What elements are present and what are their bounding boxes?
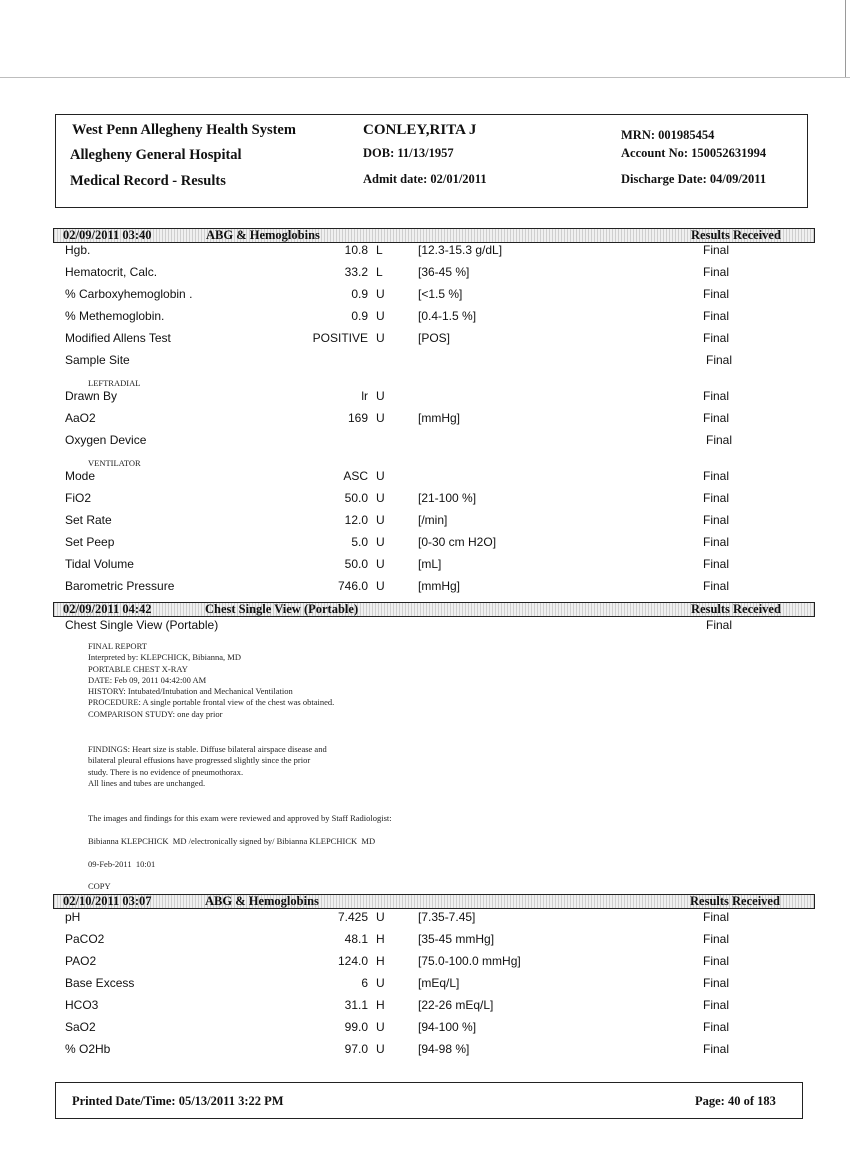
result-value: POSITIVE <box>312 331 368 345</box>
result-value: 99.0 <box>344 1020 368 1034</box>
result-flag: L <box>376 243 383 257</box>
section-status: Results Received <box>691 228 781 242</box>
test-name: % Methemoglobin. <box>65 309 165 323</box>
admit-date: Admit date: 02/01/2011 <box>363 172 487 186</box>
section-datetime: 02/09/2011 03:40 <box>63 228 152 242</box>
result-status: Final <box>703 469 730 483</box>
scan-edge-line <box>0 77 850 78</box>
result-status: Final <box>703 579 730 593</box>
result-value: 5.0 <box>351 535 368 549</box>
patient-dob: DOB: 11/13/1957 <box>363 146 454 160</box>
result-flag: U <box>376 469 385 483</box>
reference-range: [94-100 %] <box>418 1020 477 1034</box>
result-status: Final <box>703 287 730 301</box>
table-row <box>0 352 850 368</box>
result-value: 50.0 <box>344 557 368 571</box>
test-name: % Carboxyhemoglobin . <box>65 287 193 301</box>
reference-range: [POS] <box>418 331 451 345</box>
result-flag: U <box>376 1042 385 1056</box>
patient-name: CONLEY,RITA J <box>363 122 477 138</box>
result-value: 33.2 <box>344 265 368 279</box>
table-row <box>0 556 850 572</box>
report-signature: Bibianna KLEPCHICK MD /electronically signed by/ Bibianna KLEPCHICK MD <box>88 836 376 846</box>
result-flag: U <box>376 1020 385 1034</box>
reference-range: [94-98 %] <box>418 1042 470 1056</box>
reference-range: [0.4-1.5 %] <box>418 309 477 323</box>
report-signed-date: 09-Feb-2011 10:01 <box>88 859 156 869</box>
result-status: Final <box>703 243 730 257</box>
result-status: Final <box>703 309 730 323</box>
test-name: Base Excess <box>65 976 135 990</box>
test-name: Tidal Volume <box>65 557 134 571</box>
result-flag: U <box>376 535 385 549</box>
test-name: Barometric Pressure <box>65 579 175 593</box>
section-datetime: 02/10/2011 03:07 <box>63 894 152 908</box>
result-value: 97.0 <box>344 1042 368 1056</box>
result-status: Final <box>703 513 730 527</box>
result-status: Final <box>703 557 730 571</box>
test-name: HCO3 <box>65 998 99 1012</box>
result-value: 6 <box>361 976 368 990</box>
result-flag: U <box>376 389 385 403</box>
reference-range: [0-30 cm H2O] <box>418 535 497 549</box>
reference-range: [mEq/L] <box>418 976 460 990</box>
result-status: Final <box>706 618 733 632</box>
result-value: 7.425 <box>337 910 368 924</box>
result-value: 746.0 <box>337 579 368 593</box>
section-title: ABG & Hemoglobins <box>205 894 319 908</box>
test-name: Set Rate <box>65 513 112 527</box>
test-name: PAO2 <box>65 954 97 968</box>
result-value: 0.9 <box>351 287 368 301</box>
test-name: FiO2 <box>65 491 92 505</box>
table-row <box>0 975 850 991</box>
test-name: SaO2 <box>65 1020 96 1034</box>
report-copy-label: COPY <box>88 881 111 891</box>
test-name: Set Peep <box>65 535 115 549</box>
section-header-chest <box>53 602 815 617</box>
test-name: Sample Site <box>65 353 130 367</box>
table-row <box>0 534 850 550</box>
org-name: West Penn Allegheny Health System <box>72 122 296 138</box>
result-flag: H <box>376 954 385 968</box>
test-name: Modified Allens Test <box>65 331 171 345</box>
table-row <box>0 997 850 1013</box>
table-row <box>0 410 850 426</box>
result-value: ASC <box>343 469 368 483</box>
result-status: Final <box>703 998 730 1012</box>
header-box <box>55 114 808 208</box>
result-status: Final <box>703 265 730 279</box>
sample-site-note: LEFTRADIAL <box>88 378 141 388</box>
test-name: AaO2 <box>65 411 96 425</box>
scan-edge-mark <box>845 0 846 77</box>
table-row <box>0 1019 850 1035</box>
section-title: ABG & Hemoglobins <box>206 228 320 242</box>
reference-range: [mmHg] <box>418 579 460 593</box>
table-row <box>0 468 850 484</box>
section-status: Results Received <box>690 894 780 908</box>
reference-range: [<1.5 %] <box>418 287 463 301</box>
reference-range: [12.3-15.3 g/dL] <box>418 243 503 257</box>
mrn: MRN: 001985454 <box>621 128 715 142</box>
table-row <box>0 931 850 947</box>
report-header-block: FINAL REPORT Interpreted by: KLEPCHICK, Bibianna, MD PORTABLE CHEST X-RAY DATE: Feb 09, 2011 04:42:00 AM HISTORY: Intubated/Intubation and Mechanical Ventilation PROCEDURE: A single portable frontal view of the chest was obtained. COMPARISON STUDY: one day prior <box>88 641 335 719</box>
section-header-abg-2 <box>53 894 815 909</box>
table-row <box>0 1041 850 1057</box>
footer-box <box>55 1082 803 1119</box>
section-status: Results Received <box>691 602 781 616</box>
result-value: 50.0 <box>344 491 368 505</box>
result-flag: H <box>376 998 385 1012</box>
result-status: Final <box>706 353 733 367</box>
test-name: Hgb. <box>65 243 91 257</box>
result-status: Final <box>703 389 730 403</box>
result-flag: U <box>376 331 385 345</box>
report-findings: FINDINGS: Heart size is stable. Diffuse bilateral airspace disease and bilateral pleural effusions have progressed slightly since the prior study. There is no evidence of pneumothorax. All lines and tubes are unchanged. <box>88 744 327 788</box>
result-value: 48.1 <box>344 932 368 946</box>
result-status: Final <box>703 1020 730 1034</box>
table-row <box>0 264 850 280</box>
result-flag: U <box>376 411 385 425</box>
table-row <box>0 286 850 302</box>
result-status: Final <box>703 910 730 924</box>
reference-range: [35-45 mmHg] <box>418 932 495 946</box>
result-status: Final <box>703 1042 730 1056</box>
table-row <box>0 953 850 969</box>
reference-range: [/min] <box>418 513 448 527</box>
result-value: 31.1 <box>344 998 368 1012</box>
reference-range: [36-45 %] <box>418 265 470 279</box>
reference-range: [mL] <box>418 557 442 571</box>
result-status: Final <box>703 954 730 968</box>
result-status: Final <box>703 932 730 946</box>
table-row <box>0 909 850 925</box>
result-value: lr <box>361 389 368 403</box>
result-flag: L <box>376 265 383 279</box>
table-row <box>0 330 850 346</box>
page-number: Page: 40 of 183 <box>695 1094 776 1108</box>
table-row <box>0 578 850 594</box>
hospital-name: Allegheny General Hospital <box>70 147 242 163</box>
result-status: Final <box>703 976 730 990</box>
result-status: Final <box>706 433 733 447</box>
table-row <box>0 617 850 633</box>
test-name: Drawn By <box>65 389 118 403</box>
result-status: Final <box>703 331 730 345</box>
result-flag: U <box>376 910 385 924</box>
report-approval-note: The images and findings for this exam were reviewed and approved by Staff Radiologist: <box>88 813 392 823</box>
result-status: Final <box>703 411 730 425</box>
result-value: 12.0 <box>344 513 368 527</box>
result-flag: U <box>376 579 385 593</box>
reference-range: [75.0-100.0 mmHg] <box>418 954 521 968</box>
table-row <box>0 242 850 258</box>
account-number: Account No: 150052631994 <box>621 146 767 160</box>
section-datetime: 02/09/2011 04:42 <box>63 602 152 616</box>
result-flag: U <box>376 491 385 505</box>
test-name: Mode <box>65 469 96 483</box>
reference-range: [21-100 %] <box>418 491 477 505</box>
result-status: Final <box>703 535 730 549</box>
table-row <box>0 432 850 448</box>
section-title: Chest Single View (Portable) <box>205 602 359 616</box>
result-flag: U <box>376 976 385 990</box>
discharge-date: Discharge Date: 04/09/2011 <box>621 172 767 186</box>
table-row <box>0 512 850 528</box>
result-value: 10.8 <box>344 243 368 257</box>
test-name: Hematocrit, Calc. <box>65 265 158 279</box>
reference-range: [mmHg] <box>418 411 460 425</box>
test-name: % O2Hb <box>65 1042 111 1056</box>
test-name: Chest Single View (Portable) <box>65 618 219 632</box>
test-name: pH <box>65 910 81 924</box>
reference-range: [22-26 mEq/L] <box>418 998 494 1012</box>
test-name: PaCO2 <box>65 932 105 946</box>
test-name: Oxygen Device <box>65 433 147 447</box>
oxygen-device-note: VENTILATOR <box>88 458 141 468</box>
table-row <box>0 490 850 506</box>
result-value: 124.0 <box>337 954 368 968</box>
table-row <box>0 388 850 404</box>
result-value: 169 <box>347 411 368 425</box>
printed-datetime: Printed Date/Time: 05/13/2011 3:22 PM <box>72 1094 284 1108</box>
document-type: Medical Record - Results <box>70 173 226 189</box>
result-flag: U <box>376 309 385 323</box>
result-flag: H <box>376 932 385 946</box>
reference-range: [7.35-7.45] <box>418 910 476 924</box>
section-header-abg-1 <box>53 228 815 243</box>
result-flag: U <box>376 287 385 301</box>
result-status: Final <box>703 491 730 505</box>
result-flag: U <box>376 513 385 527</box>
result-flag: U <box>376 557 385 571</box>
table-row <box>0 308 850 324</box>
result-value: 0.9 <box>351 309 368 323</box>
